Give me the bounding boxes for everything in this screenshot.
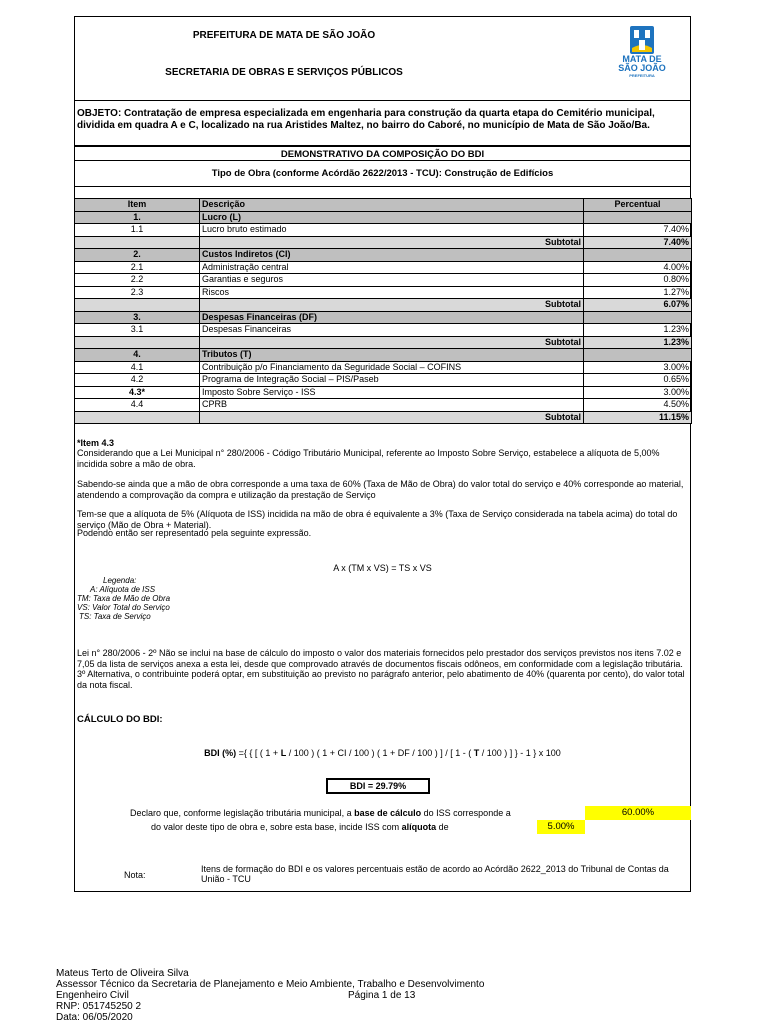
cell-item: 2.2 — [75, 274, 200, 287]
prefeitura-logo — [612, 24, 672, 82]
cell-percentual: 1.23% — [584, 324, 692, 337]
cell-descricao: Programa de Integração Social – PIS/Paseb — [200, 374, 584, 387]
table-row — [75, 261, 692, 274]
note-paragraph: Podendo então ser representado pela seguinte expressão. — [77, 528, 312, 538]
cell-descricao: Administração central — [200, 261, 584, 274]
group-row — [75, 311, 692, 324]
footer-rnp: RNP: 051745250 2 — [56, 1001, 142, 1012]
bdi-result: BDI = 29.79% — [326, 778, 430, 794]
formula-label: BDI (%) — [204, 748, 237, 758]
declaracao-line2 — [151, 822, 449, 832]
footer-title: Engenheiro Civil — [56, 990, 129, 1001]
cell-descricao: Subtotal — [200, 236, 584, 249]
nota-label: Nota: — [124, 870, 146, 880]
base-calculo-value: 60.00% — [585, 806, 691, 820]
page-number: Página 1 de 13 — [348, 990, 416, 1001]
table-row — [75, 399, 692, 412]
cell-descricao: Tributos (T) — [200, 349, 584, 362]
calculo-title: CÁLCULO DO BDI: — [77, 714, 163, 725]
cell-percentual: 6.07% — [584, 299, 692, 312]
cell-descricao: Imposto Sobre Serviço - ISS — [200, 386, 584, 399]
divider — [74, 145, 691, 147]
logo-text: MATA DE — [622, 54, 662, 64]
table-header-row — [75, 199, 692, 212]
divider — [74, 100, 691, 101]
formula-var-l: L — [280, 748, 287, 758]
note-item-title: *Item 4.3 — [77, 438, 115, 448]
footer-date: Data: 06/05/2020 — [56, 1012, 133, 1023]
legend-item: TS: Taxa de Serviço — [79, 612, 151, 621]
declaracao-emphasis: base de cálculo — [354, 808, 422, 818]
cell-percentual — [584, 311, 692, 324]
cell-item: 2.3 — [75, 286, 200, 299]
cell-percentual: 1.27% — [584, 286, 692, 299]
table-row — [75, 286, 692, 299]
subtotal-row — [75, 236, 692, 249]
legend-item: VS: Valor Total do Serviço — [77, 603, 170, 612]
cell-item: 4.2 — [75, 374, 200, 387]
note-paragraph: Sabendo-se ainda que a mão de obra corresponde a uma taxa de 60% (Taxa de Mão de Obra) do valor total do serviço e 40% corresponde ao material, atendendo a comprovação da compra e utilização da prestação de Serviço — [77, 479, 684, 500]
cell-item: 1.1 — [75, 224, 200, 237]
table-row — [75, 274, 692, 287]
legend-item: A: Alíquota de ISS — [90, 585, 156, 594]
cell-descricao: Despesas Financeiras (DF) — [200, 311, 584, 324]
cell-percentual — [584, 249, 692, 262]
cell-item: 1. — [75, 211, 200, 224]
objeto-text: OBJETO: Contratação de empresa especializada em engenharia para construção da quarta etapa do Cemitério municipal, dividida em quadra A e C, localizado na rua Aristides Maltez, no bairro do Caboré, no município de Mata de São João/Ba. — [77, 108, 655, 131]
cell-descricao: Despesas Financeiras — [200, 324, 584, 337]
cell-descricao: Subtotal — [200, 411, 584, 424]
cell-item: 4.4 — [75, 399, 200, 412]
declaracao-text: do valor deste tipo de obra e, sobre esta base, incide ISS com — [151, 822, 402, 832]
cell-item — [75, 336, 200, 349]
header-item: Item — [75, 199, 200, 212]
cell-percentual: 7.40% — [584, 224, 692, 237]
table-row — [75, 386, 692, 399]
cell-descricao: Garantias e seguros — [200, 274, 584, 287]
cell-item: 4.3* — [75, 386, 200, 399]
secretaria-title: SECRETARIA DE OBRAS E SERVIÇOS PÚBLICOS — [165, 67, 403, 78]
group-row — [75, 249, 692, 262]
cell-descricao: Lucro (L) — [200, 211, 584, 224]
bdi-formula — [74, 748, 691, 758]
subtotal-row — [75, 336, 692, 349]
cell-descricao: Subtotal — [200, 299, 584, 312]
cell-percentual: 3.00% — [584, 386, 692, 399]
lei-paragraph: Lei n° 280/2006 - 2º Não se inclui na base de cálculo do imposto o valor dos materiais fornecidos pelo prestador dos serviços previstos nos itens 7.02 e 7,05 da lista de serviços anexa a esta lei, desde que comprovado através de documentos fiscais odôneos, em conformidade com a legislação tributária. 3º Alternativa, o contribuinte poderá optar, em substituição ao previsto no parágrafo anterior, pelo abatimento de 40% (quarenta por cento), do valor total da nota fiscal. — [77, 648, 685, 690]
demonstrativo-title: DEMONSTRATIVO DA COMPOSIÇÃO DO BDI — [280, 149, 485, 160]
header-percentual: Percentual — [584, 199, 692, 212]
table-row — [75, 224, 692, 237]
cell-item: 4.1 — [75, 361, 200, 374]
formula-var-t: T — [473, 748, 480, 758]
tipo-obra: Tipo de Obra (conforme Acórdão 2622/2013 - TCU): Construção de Edifícios — [211, 168, 554, 179]
group-row — [75, 349, 692, 362]
cell-item: 3. — [75, 311, 200, 324]
cell-item — [75, 236, 200, 249]
logo-text: PREFEITURA — [629, 73, 655, 78]
group-row — [75, 211, 692, 224]
legend-title: Legenda: — [103, 576, 137, 585]
cell-descricao: Custos Indiretos (CI) — [200, 249, 584, 262]
declaracao-text: de — [436, 822, 449, 832]
cell-item: 2.1 — [75, 261, 200, 274]
note-paragraph: Considerando que a Lei Municipal n° 280/2006 - Código Tributário Municipal, referente ao Imposto Sobre Serviço, estabelece a alíquota de 5,00% incidida sobre a mão de obra. — [77, 448, 660, 469]
cell-descricao: CPRB — [200, 399, 584, 412]
cell-descricao: Subtotal — [200, 336, 584, 349]
cell-percentual: 1.23% — [584, 336, 692, 349]
header-descricao: Descrição — [200, 199, 584, 212]
divider — [74, 160, 691, 161]
table-row — [75, 374, 692, 387]
cell-item — [75, 411, 200, 424]
cell-descricao: Contribuição p/o Financiamento da Seguridade Social – COFINS — [200, 361, 584, 374]
cell-percentual: 0.80% — [584, 274, 692, 287]
subtotal-row — [75, 299, 692, 312]
bdi-table — [74, 198, 692, 424]
divider — [74, 186, 691, 187]
cell-descricao: Riscos — [200, 286, 584, 299]
cell-percentual: 4.50% — [584, 399, 692, 412]
cell-item: 2. — [75, 249, 200, 262]
cell-descricao: Lucro bruto estimado — [200, 224, 584, 237]
cell-item: 3.1 — [75, 324, 200, 337]
declaracao-text: Declaro que, conforme legislação tributária municipal, a — [130, 808, 355, 818]
iss-expression: A x (TM x VS) = TS x VS — [333, 563, 432, 573]
cell-percentual — [584, 349, 692, 362]
cell-percentual: 4.00% — [584, 261, 692, 274]
nota-text: Itens de formação do BDI e os valores percentuais estão de acordo ao Acórdão 2622_2013 do Tribunal de Contas da União - TCU — [201, 864, 669, 884]
declaracao-text: do ISS corresponde a — [421, 808, 511, 818]
formula-part: / 100 ) ( 1 + CI / 100 ) ( 1 + DF / 100 ) ] / [ 1 - ( — [286, 748, 474, 758]
cell-percentual — [584, 211, 692, 224]
table-row — [75, 324, 692, 337]
cell-percentual: 7.40% — [584, 236, 692, 249]
declaracao-emphasis: alíquota — [401, 822, 437, 832]
declaracao-line1 — [130, 808, 511, 818]
table-row — [75, 361, 692, 374]
cell-item — [75, 299, 200, 312]
cell-item: 4. — [75, 349, 200, 362]
logo-text: SÃO JOÃO — [618, 63, 666, 73]
subtotal-row — [75, 411, 692, 424]
formula-part: ={ { [ ( 1 + — [236, 748, 281, 758]
footer-role: Assessor Técnico da Secretaria de Planejamento e Meio Ambiente, Trabalho e Desenvolvimento — [56, 979, 485, 990]
aliquota-value: 5.00% — [537, 820, 585, 834]
footer-name: Mateus Terto de Oliveira Silva — [56, 968, 189, 979]
note-paragraph: Tem-se que a alíquota de 5% (Alíquota de ISS) incidida na mão de obra é equivalente a 3% (Taxa de Serviço considerada na tabela acima) do total do serviço (Mão de Obra + Material). — [77, 509, 678, 530]
legend-item: TM: Taxa de Mão de Obra — [77, 594, 171, 603]
cell-percentual: 11.15% — [584, 411, 692, 424]
cell-percentual: 0.65% — [584, 374, 692, 387]
cell-percentual: 3.00% — [584, 361, 692, 374]
org-title: PREFEITURA DE MATA DE SÃO JOÃO — [192, 30, 376, 41]
formula-part: / 100 ) ] } - 1 } x 100 — [479, 748, 561, 758]
